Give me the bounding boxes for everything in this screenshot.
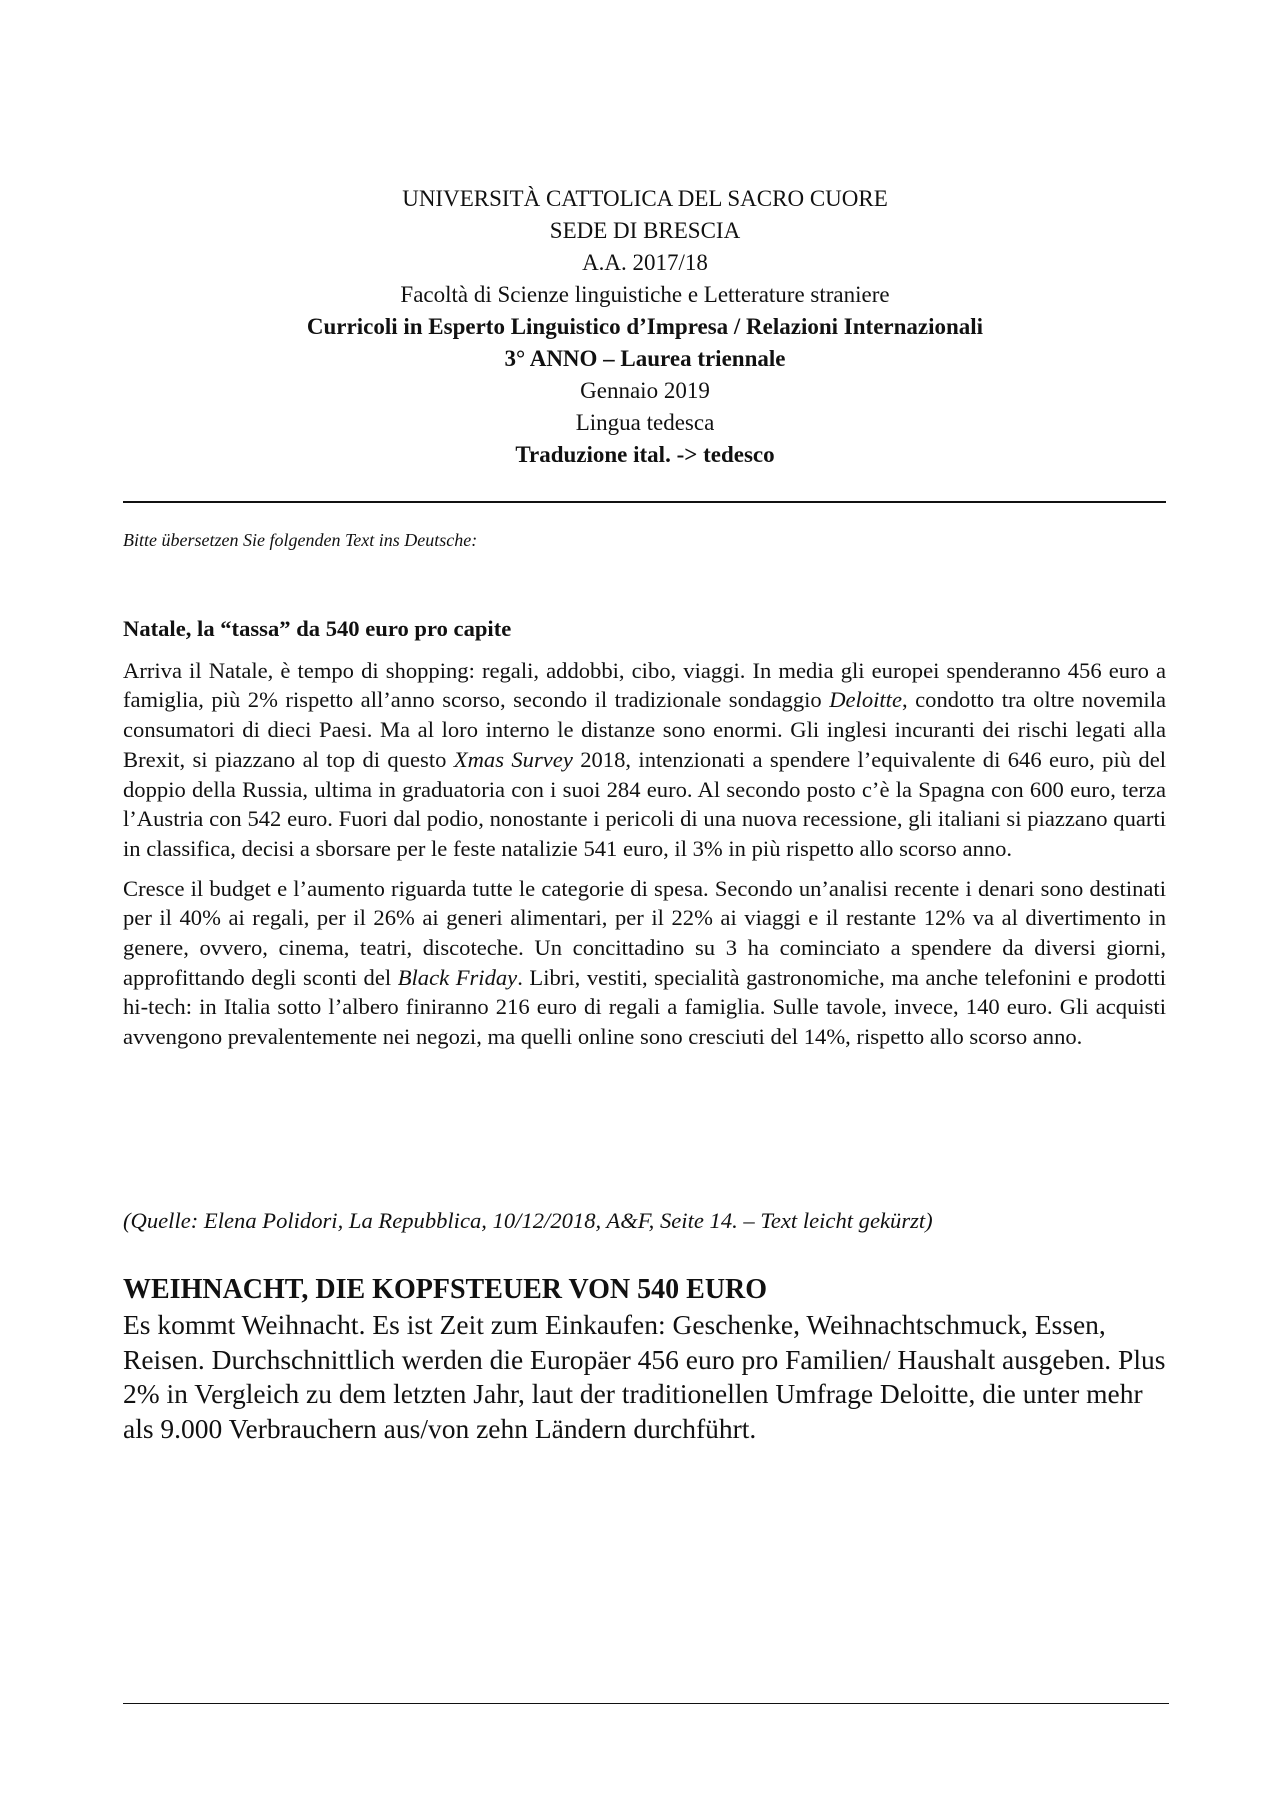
university-name: UNIVERSITÀ CATTOLICA DEL SACRO CUORE [402, 186, 888, 211]
course-language: Lingua tedesca [575, 410, 715, 435]
exam-type: Traduzione ital. -> tedesco [515, 442, 775, 467]
footer-divider [123, 1703, 1169, 1704]
translation-title: WEIHNACHT, DIE KOPFSTEUER VON 540 EURO [123, 1274, 768, 1305]
source-citation: (Quelle: Elena Polidori, La Repubblica, 10/12/2018, A&F, Seite 14. – Text leicht gekürzt) [123, 1208, 933, 1233]
source-article [123, 614, 1166, 1062]
curriculum-name: Curricoli in Esperto Linguistico d’Impresa / Relazioni Internazionali [306, 314, 984, 339]
translation-section [123, 1272, 1166, 1446]
article-title: Natale, la “tassa” da 540 euro pro capite [123, 616, 512, 641]
header-divider [123, 501, 1166, 503]
year-level: 3° ANNO – Laurea triennale [504, 346, 786, 371]
document-header [125, 183, 1165, 471]
article-paragraph-2: Cresce il budget e l’aumento riguarda tutte le categorie di spesa. Secondo un’analisi recente i denari sono destinati per il 40% ai regali, per il 26% ai generi alimentari, per il 22% ai viaggi e il restante 12% va al divertimento in genere, ovvero, cinema, teatri, discoteche. Un concittadino su 3 ha cominciato a spendere da diversi giorni, approfittando degli sconti del Black Friday. Libri, vestiti, specialità gastronomiche, ma anche telefonini e prodotti hi-tech: in Italia sotto l’albero finiranno 216 euro di regali a famiglia. Sulle tavole, invece, 140 euro. Gli acquisti avvengono prevalentemente nei negozi, ma quelli online sono cresciuti del 14%, rispetto allo scorso anno. [123, 875, 1167, 1050]
academic-year: A.A. 2017/18 [582, 250, 708, 275]
faculty-name: Facoltà di Scienze linguistiche e Letterature straniere [400, 282, 890, 307]
campus-name: SEDE DI BRESCIA [549, 218, 741, 243]
exam-date: Gennaio 2019 [580, 378, 710, 403]
translation-body: Es kommt Weihnacht. Es ist Zeit zum Einkaufen: Geschenke, Weihnachtschmuck, Essen, Reisen. Durchschnittlich werden die Europäer 456 euro pro Familien/ Haushalt ausgeben. Plus 2% in Vergleich zu dem letzten Jahr, laut der traditionellen Umfrage Deloitte, die unter mehr als 9.000 Verbrauchern aus/von zehn Ländern durchführt. [123, 1309, 1166, 1444]
instruction-text: Bitte übersetzen Sie folgenden Text ins Deutsche: [123, 530, 478, 550]
article-paragraph-1: Arriva il Natale, è tempo di shopping: regali, addobbi, cibo, viaggi. In media gli europei spenderanno 456 euro a famiglia, più 2% rispetto all’anno scorso, secondo il tradizionale sondaggio Deloitte, condotto tra oltre novemila consumatori di dieci Paesi. Ma al loro interno le distanze sono enormi. Gli inglesi incuranti dei rischi legati alla Brexit, si piazzano al top di questo Xmas Survey 2018, intenzionati a spendere l’equivalente di 646 euro, più del doppio della Russia, ultima in graduatoria con i suoi 284 euro. Al secondo posto c’è la Spagna con 600 euro, terza l’Austria con 542 euro. Fuori dal podio, nonostante i pericoli di una nuova recessione, gli italiani si piazzano quarti in classifica, decisi a sborsare per le feste natalizie 541 euro, il 3% in più rispetto allo scorso anno. [123, 657, 1167, 861]
